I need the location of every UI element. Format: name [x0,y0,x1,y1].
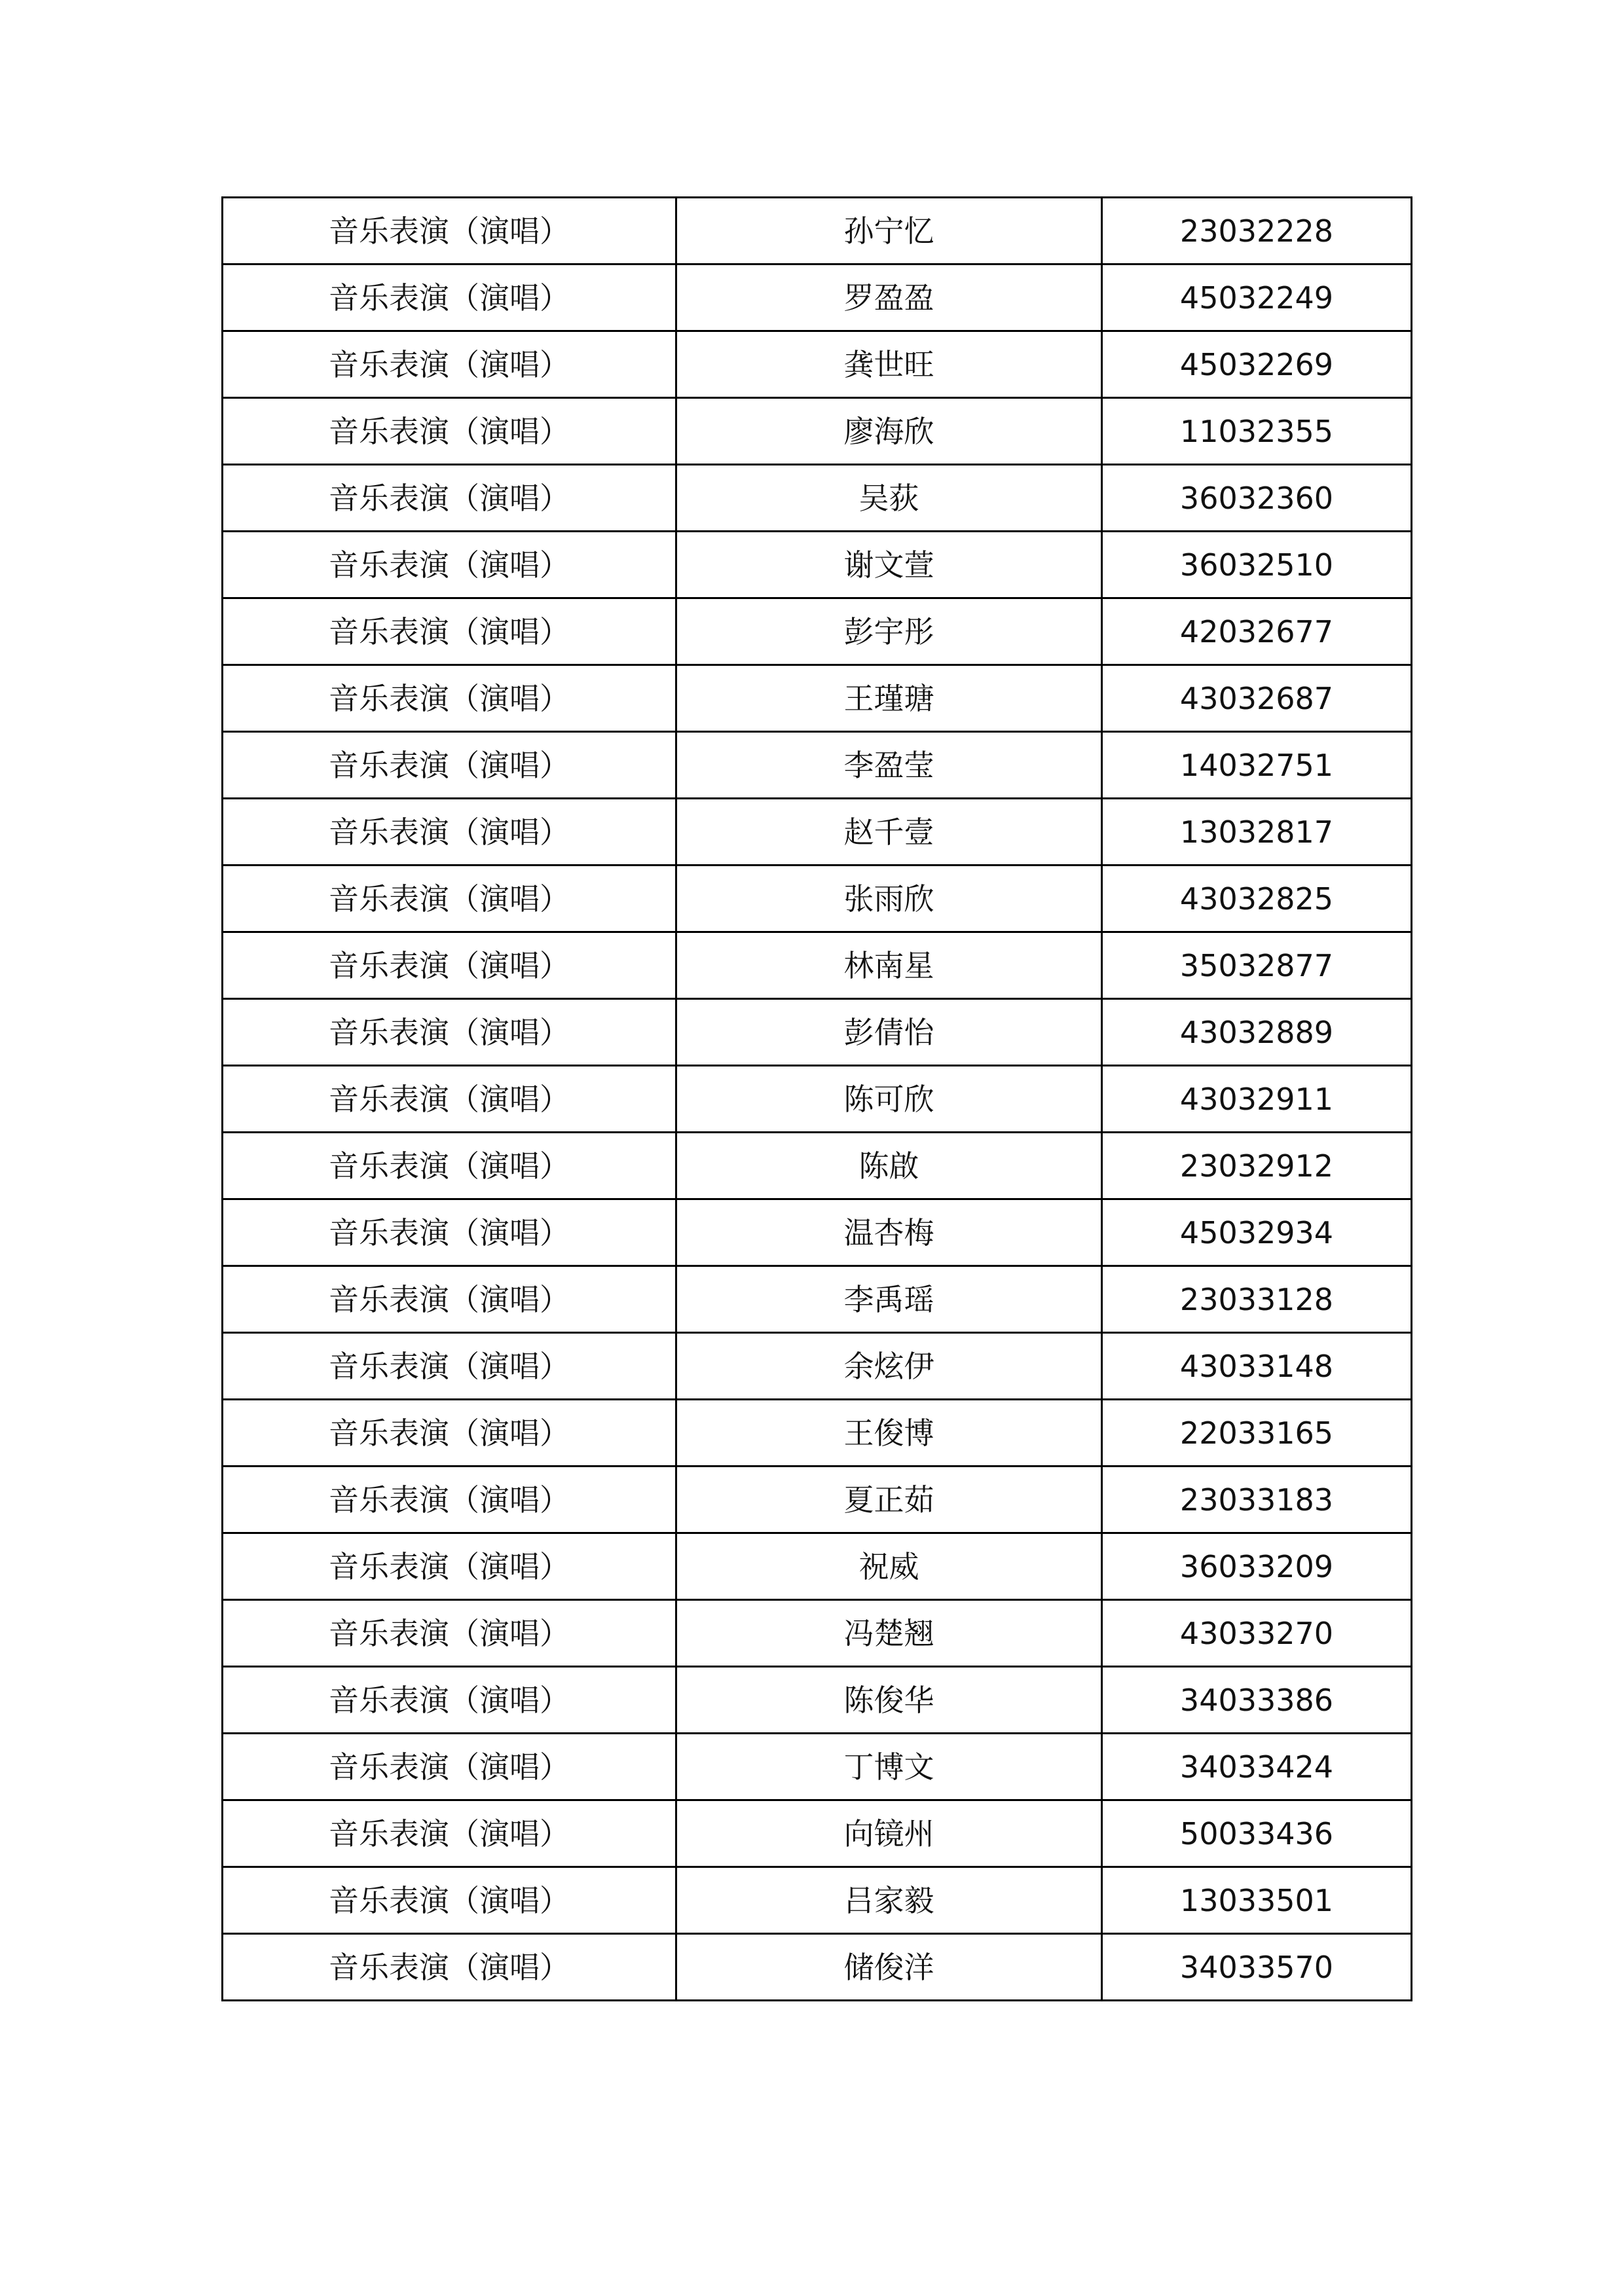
major-cell: 音乐表演（演唱） [223,1934,676,2001]
major-cell: 音乐表演（演唱） [223,598,676,665]
id-cell: 45032269 [1102,331,1412,398]
major-cell: 音乐表演（演唱） [223,1467,676,1533]
id-cell: 34033570 [1102,1934,1412,2001]
major-cell: 音乐表演（演唱） [223,866,676,932]
table-row [223,398,1412,465]
id-cell: 13032817 [1102,799,1412,866]
name-cell: 龚世旺 [676,331,1102,398]
table-row [223,1667,1412,1734]
name-cell: 陈可欣 [676,1066,1102,1133]
id-cell: 23033128 [1102,1266,1412,1333]
table-row [223,866,1412,932]
major-cell: 音乐表演（演唱） [223,331,676,398]
name-cell: 李盈莹 [676,732,1102,799]
table-row [223,532,1412,598]
name-cell: 祝威 [676,1533,1102,1600]
name-cell: 温杏梅 [676,1199,1102,1266]
table-row [223,198,1412,264]
id-cell: 42032677 [1102,598,1412,665]
major-cell: 音乐表演（演唱） [223,264,676,331]
name-cell: 吕家毅 [676,1867,1102,1934]
major-cell: 音乐表演（演唱） [223,932,676,999]
major-cell: 音乐表演（演唱） [223,999,676,1066]
table-row [223,1133,1412,1199]
major-cell: 音乐表演（演唱） [223,532,676,598]
name-cell: 赵千壹 [676,799,1102,866]
name-cell: 陈啟 [676,1133,1102,1199]
table-row [223,264,1412,331]
major-cell: 音乐表演（演唱） [223,1199,676,1266]
name-cell: 吴荻 [676,465,1102,532]
table-row [223,1400,1412,1467]
table-row [223,665,1412,732]
major-cell: 音乐表演（演唱） [223,1133,676,1199]
major-cell: 音乐表演（演唱） [223,465,676,532]
name-cell: 丁博文 [676,1734,1102,1800]
name-cell: 张雨欣 [676,866,1102,932]
id-cell: 23032912 [1102,1133,1412,1199]
major-cell: 音乐表演（演唱） [223,1066,676,1133]
table-row [223,1467,1412,1533]
roster-table [221,196,1412,2001]
id-cell: 14032751 [1102,732,1412,799]
id-cell: 45032934 [1102,1199,1412,1266]
major-cell: 音乐表演（演唱） [223,198,676,264]
table-row [223,999,1412,1066]
major-cell: 音乐表演（演唱） [223,665,676,732]
major-cell: 音乐表演（演唱） [223,1533,676,1600]
id-cell: 43033148 [1102,1333,1412,1400]
major-cell: 音乐表演（演唱） [223,1266,676,1333]
table-row [223,1600,1412,1667]
table-row [223,598,1412,665]
table-row [223,799,1412,866]
id-cell: 45032249 [1102,264,1412,331]
name-cell: 谢文萱 [676,532,1102,598]
id-cell: 11032355 [1102,398,1412,465]
id-cell: 43032911 [1102,1066,1412,1133]
id-cell: 22033165 [1102,1400,1412,1467]
name-cell: 林南星 [676,932,1102,999]
name-cell: 夏正茹 [676,1467,1102,1533]
table-row [223,1934,1412,2001]
id-cell: 43032687 [1102,665,1412,732]
name-cell: 向镜州 [676,1800,1102,1867]
id-cell: 34033424 [1102,1734,1412,1800]
table-row [223,1266,1412,1333]
major-cell: 音乐表演（演唱） [223,1400,676,1467]
id-cell: 34033386 [1102,1667,1412,1734]
major-cell: 音乐表演（演唱） [223,1333,676,1400]
name-cell: 廖海欣 [676,398,1102,465]
id-cell: 50033436 [1102,1800,1412,1867]
name-cell: 李禹瑶 [676,1266,1102,1333]
name-cell: 储俊洋 [676,1934,1102,2001]
id-cell: 36032510 [1102,532,1412,598]
table-row [223,1800,1412,1867]
table-row [223,465,1412,532]
major-cell: 音乐表演（演唱） [223,398,676,465]
table-row [223,1199,1412,1266]
major-cell: 音乐表演（演唱） [223,1734,676,1800]
major-cell: 音乐表演（演唱） [223,799,676,866]
name-cell: 王瑾瑭 [676,665,1102,732]
id-cell: 13033501 [1102,1867,1412,1934]
table-row [223,1867,1412,1934]
id-cell: 23032228 [1102,198,1412,264]
major-cell: 音乐表演（演唱） [223,1667,676,1734]
id-cell: 43032825 [1102,866,1412,932]
id-cell: 43032889 [1102,999,1412,1066]
table-row [223,1333,1412,1400]
name-cell: 陈俊华 [676,1667,1102,1734]
table-row [223,1533,1412,1600]
id-cell: 36032360 [1102,465,1412,532]
roster-table-body [223,198,1412,2001]
id-cell: 23033183 [1102,1467,1412,1533]
id-cell: 36033209 [1102,1533,1412,1600]
table-row [223,1734,1412,1800]
name-cell: 罗盈盈 [676,264,1102,331]
name-cell: 孙宁忆 [676,198,1102,264]
name-cell: 余炫伊 [676,1333,1102,1400]
table-row [223,732,1412,799]
major-cell: 音乐表演（演唱） [223,732,676,799]
name-cell: 王俊博 [676,1400,1102,1467]
table-row [223,1066,1412,1133]
major-cell: 音乐表演（演唱） [223,1600,676,1667]
name-cell: 彭宇彤 [676,598,1102,665]
name-cell: 彭倩怡 [676,999,1102,1066]
table-row [223,932,1412,999]
major-cell: 音乐表演（演唱） [223,1867,676,1934]
major-cell: 音乐表演（演唱） [223,1800,676,1867]
name-cell: 冯楚翘 [676,1600,1102,1667]
table-row [223,331,1412,398]
id-cell: 35032877 [1102,932,1412,999]
id-cell: 43033270 [1102,1600,1412,1667]
